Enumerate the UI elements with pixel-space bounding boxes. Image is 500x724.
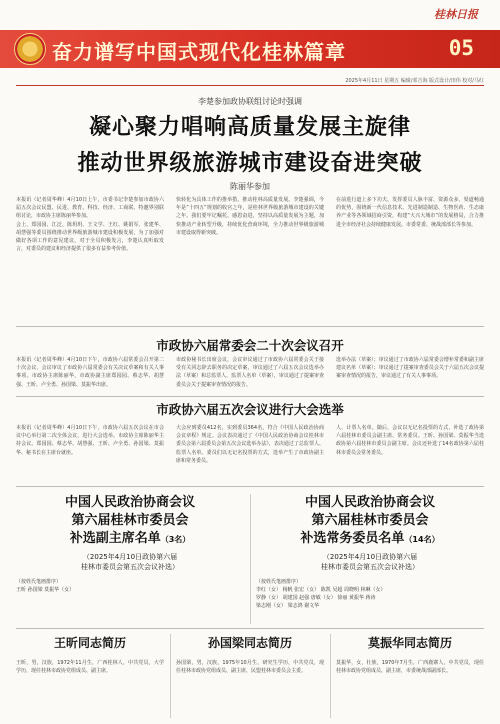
standing-title-line3	[256, 530, 484, 549]
standing-names-row: 李红（女） 杨帆 张宏（女） 陈凯 吴超 周晓明 林琳（女）	[256, 587, 386, 593]
lead-column-1	[16, 196, 164, 316]
lead-column-2: 快转化为具体工作的推举措，推动桂林高质量发展。李楚强调，今年是“十四五”规划的收官之年，是桂林世界级旅游城市建设的关键之年。我们要牢记嘱托、感恩奋进，坚持以高质量发展为主题，加快推动产业转型升级，持续优化营商环境，全力推动世界级旅游城市建设取得新突破。	[176, 197, 324, 236]
bio-title: 孙国梁同志简历	[207, 636, 292, 650]
vice-chair-count: （3名）	[160, 535, 191, 544]
masthead-strip	[0, 0, 500, 30]
standing-names-row: 罗静（女） 胡建国 赵强 唐敏（女） 徐丽 黄振华 蒋涛	[256, 595, 376, 601]
section3-column-1: 本报讯（记者周华峰）4月10日下午，市政协六届五次会议在市会议中心举行第二次全体会议，进行大会选举。市政协主席陈丽华主持会议。郑园园、蔡志华、胡慧强、王昕、卢全勇、孙国梁、莫振华、秘书长在主席台就座。	[16, 425, 164, 456]
vice-chair-sub-line2: 桂林市委员会第五次会议补选）	[81, 563, 179, 571]
standing-sub-line2: 桂林市委员会第五次会议补选）	[321, 563, 419, 571]
section3-column-2: 大会应到委员412名，实到委员364名，符合《中国人民政治协商会议章程》规定。会议表决通过了《中国人民政治协商会议桂林市委员会第六届委员会第五次会议选举办法》，表决通过了总监票人、监票人名单。委员们以无记名投票的方式，选举产生了市政协副主席和常务委员。	[176, 425, 324, 464]
issue-meta: 2025年4月11日 星期五 编辑/邓吉海 版式设计/田伟 校对/马红	[345, 78, 484, 84]
bio-text: 孙国梁，男，汉族，1975年10月生，研究生学历，中共党员，现任桂林市政协党组成员、副主席，民盟桂林市委员会主委。	[176, 660, 324, 675]
divider-rule	[16, 396, 484, 397]
vice-chair-title-line3	[16, 530, 244, 549]
bio-card	[176, 634, 324, 719]
lead-headline-line1: 凝心聚力唱响高质量发展主旋律	[88, 115, 411, 140]
bio-divider	[330, 634, 331, 718]
vice-chair-title-line2: 第六届桂林市委员会	[71, 513, 189, 528]
list-divider	[250, 494, 251, 624]
bio-title: 莫振华同志简历	[367, 636, 452, 650]
paper-name: 桂林日报	[434, 8, 478, 21]
section2-column-1: 本报讯（记者周华峰）4月10日下午，市政协六届常委会召开第二十次会议，会议审议了市政协六届常委会有关决议草案和有关人事事项。市政协主席陈丽华，市政协副主席郑园园、蔡志华、胡慧强、王昕、卢全勇、孙国梁、莫振华出席。	[16, 357, 164, 388]
bio-title: 王昕同志简历	[53, 636, 126, 650]
vice-chair-title-text: 补选副主席名单	[69, 531, 161, 546]
section3-column-3: 人、计票人名单。随后，会议以无记名投票的方式，补选了政协第六届桂林市委员会副主席、常务委员。王昕、孙国梁、莫振华当选政协第六届桂林市委员会副主席。会议还补选了14名政协第六届桂林市委员会常务委员。	[336, 425, 484, 456]
bio-text: 莫振华，女，壮族，1970年7月生，广西鹿寨人，中共党员，现任桂林市政协党组成员、副主席，市委统战部副部长。	[336, 660, 484, 675]
vice-chair-title-line1: 中国人民政治协商会议	[64, 495, 195, 510]
section-title: 奋力谱写中国式现代化桂林篇章	[52, 40, 346, 64]
bio-divider	[170, 634, 171, 718]
lead-col1-p1: 本报讯（记者周华峰）4月10日上午，市委书记李楚参加市政协六届五次会议民盟、民进、教育、科技、经济、工商联、特邀界别联组讨论，市政协主席陈丽华参加。	[16, 197, 164, 220]
standing-title-line1: 中国人民政治协商会议	[304, 495, 435, 510]
divider-rule	[16, 326, 484, 327]
lead-headline-line2: 推动世界级旅游城市建设奋进突破	[77, 151, 423, 176]
standing-sort-note: （按姓氏笔画排序）	[256, 579, 302, 585]
vice-chair-sort-note: （按姓氏笔画排序）	[16, 579, 62, 585]
vice-chair-names: 王昕 孙国梁 莫振华（女）	[16, 587, 75, 593]
lead-column-3: 在前进行道上多下功夫，发挥委员人脉丰富、资源众多、渠道畅通的优势，围绕新一代信息技术、先进制造制造、生物医药、生态康养产业等各领域招商引资，构建“大兴大城市”的发展格局，合力推进全市经济社会持续健康发展。市委常委、统战部部长等参加。	[336, 197, 484, 228]
section3-title: 市政协六届五次会议进行大会选举	[156, 402, 344, 417]
section2-column-2: 市政协秘书长出席会议，会议审议通过了市政协六届常委会关于接受有关同志辞去职务的决定草案，审议通过了六届五次会议选举办法（草案）和总监票人、监票人名单（草案），审议通过了提案审查委员会关于提案审查情况的报告。	[176, 357, 324, 388]
divider-rule	[16, 628, 484, 629]
bio-card	[336, 634, 484, 719]
section2-column-3: 选举办法（草案）；审议通过了市政协六届常委会增补常委和副主席建议名单（草案）；审议通过了提案审查委员会关于六届五次会议提案审查情况的报告，审议通过了有关人事事项。	[336, 357, 484, 380]
header-rule	[16, 85, 484, 86]
lead-kicker: 李楚参加政协联组讨论时强调	[198, 97, 302, 106]
standing-member-list	[256, 494, 484, 610]
divider-rule	[16, 486, 484, 487]
standing-title-text: 补选常务委员名单	[300, 531, 405, 546]
lead-byline: 陈丽华参加	[230, 182, 270, 191]
vice-chair-list	[16, 494, 244, 594]
standing-sub-line1: （2025年4月10日政协第六届	[322, 553, 418, 561]
standing-count: （14名）	[404, 535, 440, 544]
lead-col1-p2: 会上，郑园园、江泛、陈玥玥、王文学、王红、姚娟军、张建华、胡慧强等委员围绕推动世界级旅游城市建设积极发展，为了加强对做好各项工作的意见建议，对于全员积极发言，李楚认真听取发言，对委员的建议和经济提供了很多有益参考价值。	[16, 221, 164, 253]
standing-names-row: 梁志刚（女） 梁志鸿 谢文华	[256, 603, 320, 609]
standing-title-line2: 第六届桂林市委员会	[311, 513, 429, 528]
section2-title: 市政协六届常委会二十次会议召开	[156, 338, 344, 353]
bio-text: 王昕，男，汉族，1972年11月生，广西桂林人，中共党员，大学学历，现任桂林市政协党组成员、副主席。	[16, 660, 164, 675]
page-number: 05	[448, 36, 474, 60]
vice-chair-sub-line1: （2025年4月10日政协第六届	[82, 553, 178, 561]
bio-card	[16, 634, 164, 719]
cppcc-emblem-icon	[14, 33, 46, 65]
